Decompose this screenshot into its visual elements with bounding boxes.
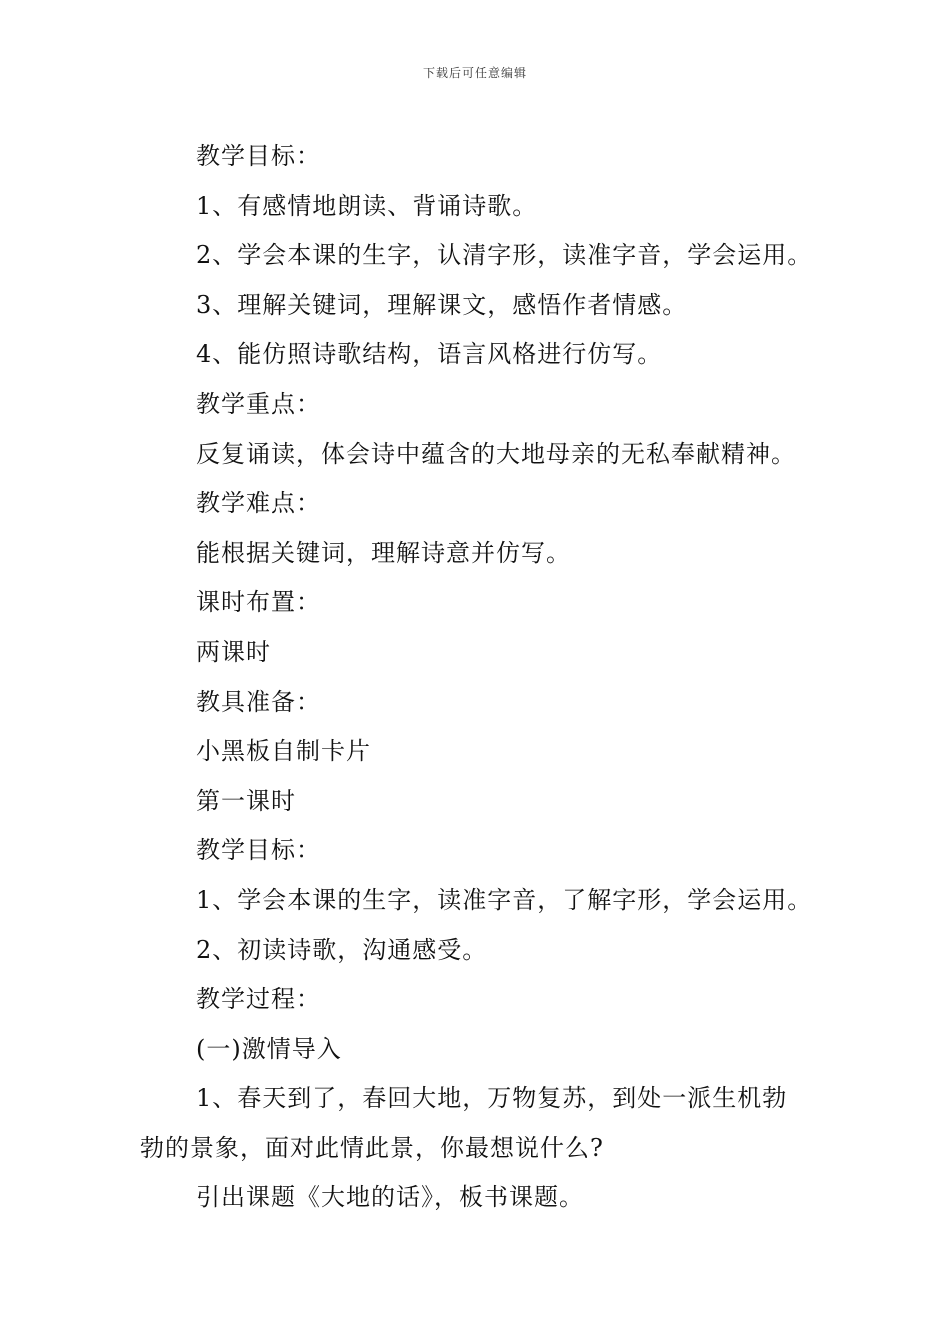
heading-key-points: 教学重点： — [196, 389, 321, 418]
key-points-text: 反复诵读，体会诗中蕴含的大地母亲的无私奉献精神。 — [196, 439, 796, 468]
goal-item-3: 3、理解关键词，理解课文，感悟作者情感。 — [196, 290, 688, 319]
heading-materials: 教具准备： — [196, 687, 321, 716]
lesson-goal-item-2: 2、初读诗歌，沟通感受。 — [196, 935, 488, 964]
page-header: 下载后可任意编辑 — [422, 66, 527, 80]
goal-item-1: 1、有感情地朗读、背诵诗歌。 — [196, 191, 538, 220]
document-body — [140, 132, 812, 1223]
process-paragraph-first-line: 1、春天到了，春回大地，万物复苏，到处一派生机勃 — [196, 1084, 788, 1113]
lesson-title: 第一课时 — [196, 786, 296, 815]
heading-lesson-goals: 教学目标： — [196, 836, 321, 865]
difficulties-text: 能根据关键词，理解诗意并仿写。 — [196, 538, 571, 567]
process-paragraph — [140, 1074, 812, 1173]
goal-item-2: 2、学会本课的生字，认清字形，读准字音，学会运用。 — [196, 241, 813, 270]
process-conclusion: 引出课题《大地的话》，板书课题。 — [196, 1183, 584, 1212]
goal-item-4: 4、能仿照诗歌结构，语言风格进行仿写。 — [196, 340, 663, 369]
process-step-1: (一)激情导入 — [196, 1034, 342, 1063]
heading-teaching-goals: 教学目标： — [196, 142, 321, 170]
lesson-goal-item-1: 1、学会本课的生字，读准字音，了解字形，学会运用。 — [196, 885, 813, 914]
heading-process: 教学过程： — [196, 985, 321, 1014]
materials-text: 小黑板自制卡片 — [196, 737, 371, 766]
schedule-text: 两课时 — [196, 637, 271, 666]
process-paragraph-rest: 勃的景象，面对此情此景，你最想说什么? — [140, 1133, 604, 1162]
heading-difficulties: 教学难点： — [196, 489, 321, 518]
heading-schedule: 课时布置： — [196, 588, 321, 617]
